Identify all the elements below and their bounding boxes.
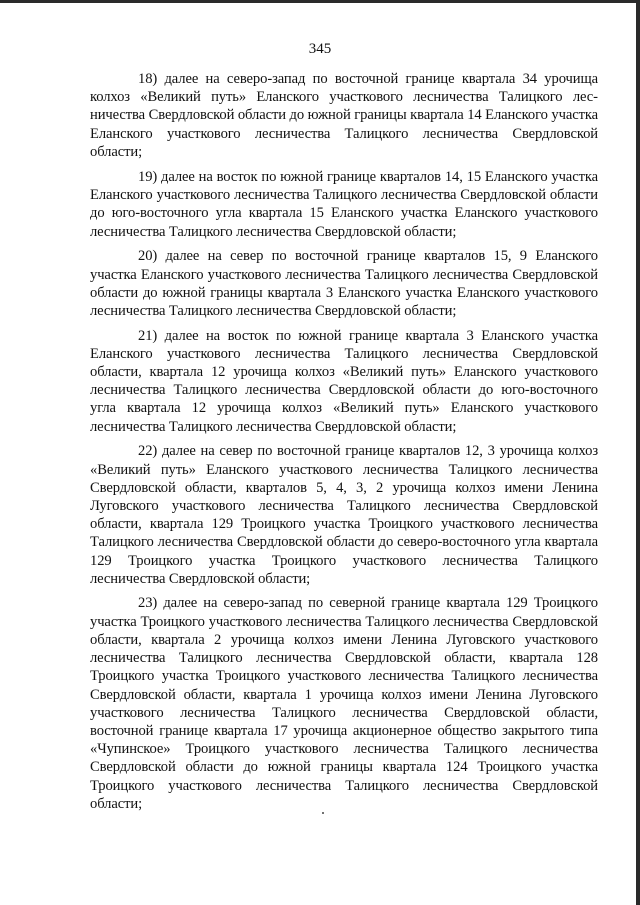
scan-speck: [322, 812, 324, 814]
paragraph-18: 18) далее на северо-запад по восточной границе квартала 34 урочища колхоз «Великий путь» Еланского участкового лесничества Талицкого лесничества Свердловской области до южной границы квартала 14 Еланского участка Еланского участкового лесничества Талицкого лесничества Свердловской области;: [90, 71, 598, 160]
paragraph-19: 19) далее на восток по южной границе кварталов 14, 15 Еланского участка Еланского участкового лесничества Талицкого лесничества Свердловской области до юго-восточного угла квартала 15 Еланского участка Еланского участкового лесничества Талицкого лесничества Свердловской области;: [90, 169, 598, 240]
paragraph-20: 20) далее на север по восточной границе кварталов 15, 9 Еланского участка Еланского участкового лесничества Талицкого лесничества Свердловской области до южной границы квартала 3 Еланского участка Еланского участкового лесничества Талицкого лесничества Свердловской области;: [90, 248, 598, 319]
document-body: [90, 70, 598, 819]
scan-border-top: [0, 0, 640, 3]
paragraph-23: 23) далее на северо-запад по северной границе квартала 129 Троицкого участка Троицкого участкового лесничества Талицкого лесничества Свердловской области, квартала 2 урочища колхоз имени Ленина Луговского участкового лесничества Талицкого лесничества Свердловской области, квартала 128 Троицкого участка Троицкого участкового лесничества Талицкого лесничества Свердловской области, квартала 1 урочища колхоз имени Ленина Луговского участкового лесничества Талицкого лесничества Свердловской области, восточной границе квартала 17 урочища акционерное общество закрытого типа «Чупинское» Троицкого участкового лесничества Талицкого лесничества Свердловской области до южной границы квартала 124 Троицкого участка Троицкого участкового лесничества Талицкого лесничества Свердловской области;: [90, 595, 598, 812]
paragraph-22: 22) далее на север по восточной границе кварталов 12, 3 урочища колхоз «Великий путь» Еланского участкового лесничества Талицкого лесничества Свердловской области, кварталов 5, 4, 3, 2 урочища колхоз имени Ленина Луговского участкового лесничества Талицкого лесничества Свердловской области, квартала 129 Троицкого участка Троицкого участкового лесничества Талицкого лесничества Свердловской области до северо-восточного угла квартала 129 Троицкого участка Троицкого участкового лесничества Талицкого лесничества Свердловской области;: [90, 443, 598, 587]
scan-border-right: [636, 0, 640, 905]
paragraph-21: 21) далее на восток по южной границе квартала 3 Еланского участка Еланского участкового лесничества Талицкого лесничества Свердловской области, квартала 12 урочища колхоз «Великий путь» Еланского участкового лесничества Талицкого лесничества Свердловской области до юго-восточного угла квартала 12 урочища колхоз «Великий путь» Еланского участкового лесничества Талицкого лесничества Свердловской области;: [90, 327, 598, 435]
page-number: 345: [308, 41, 332, 57]
